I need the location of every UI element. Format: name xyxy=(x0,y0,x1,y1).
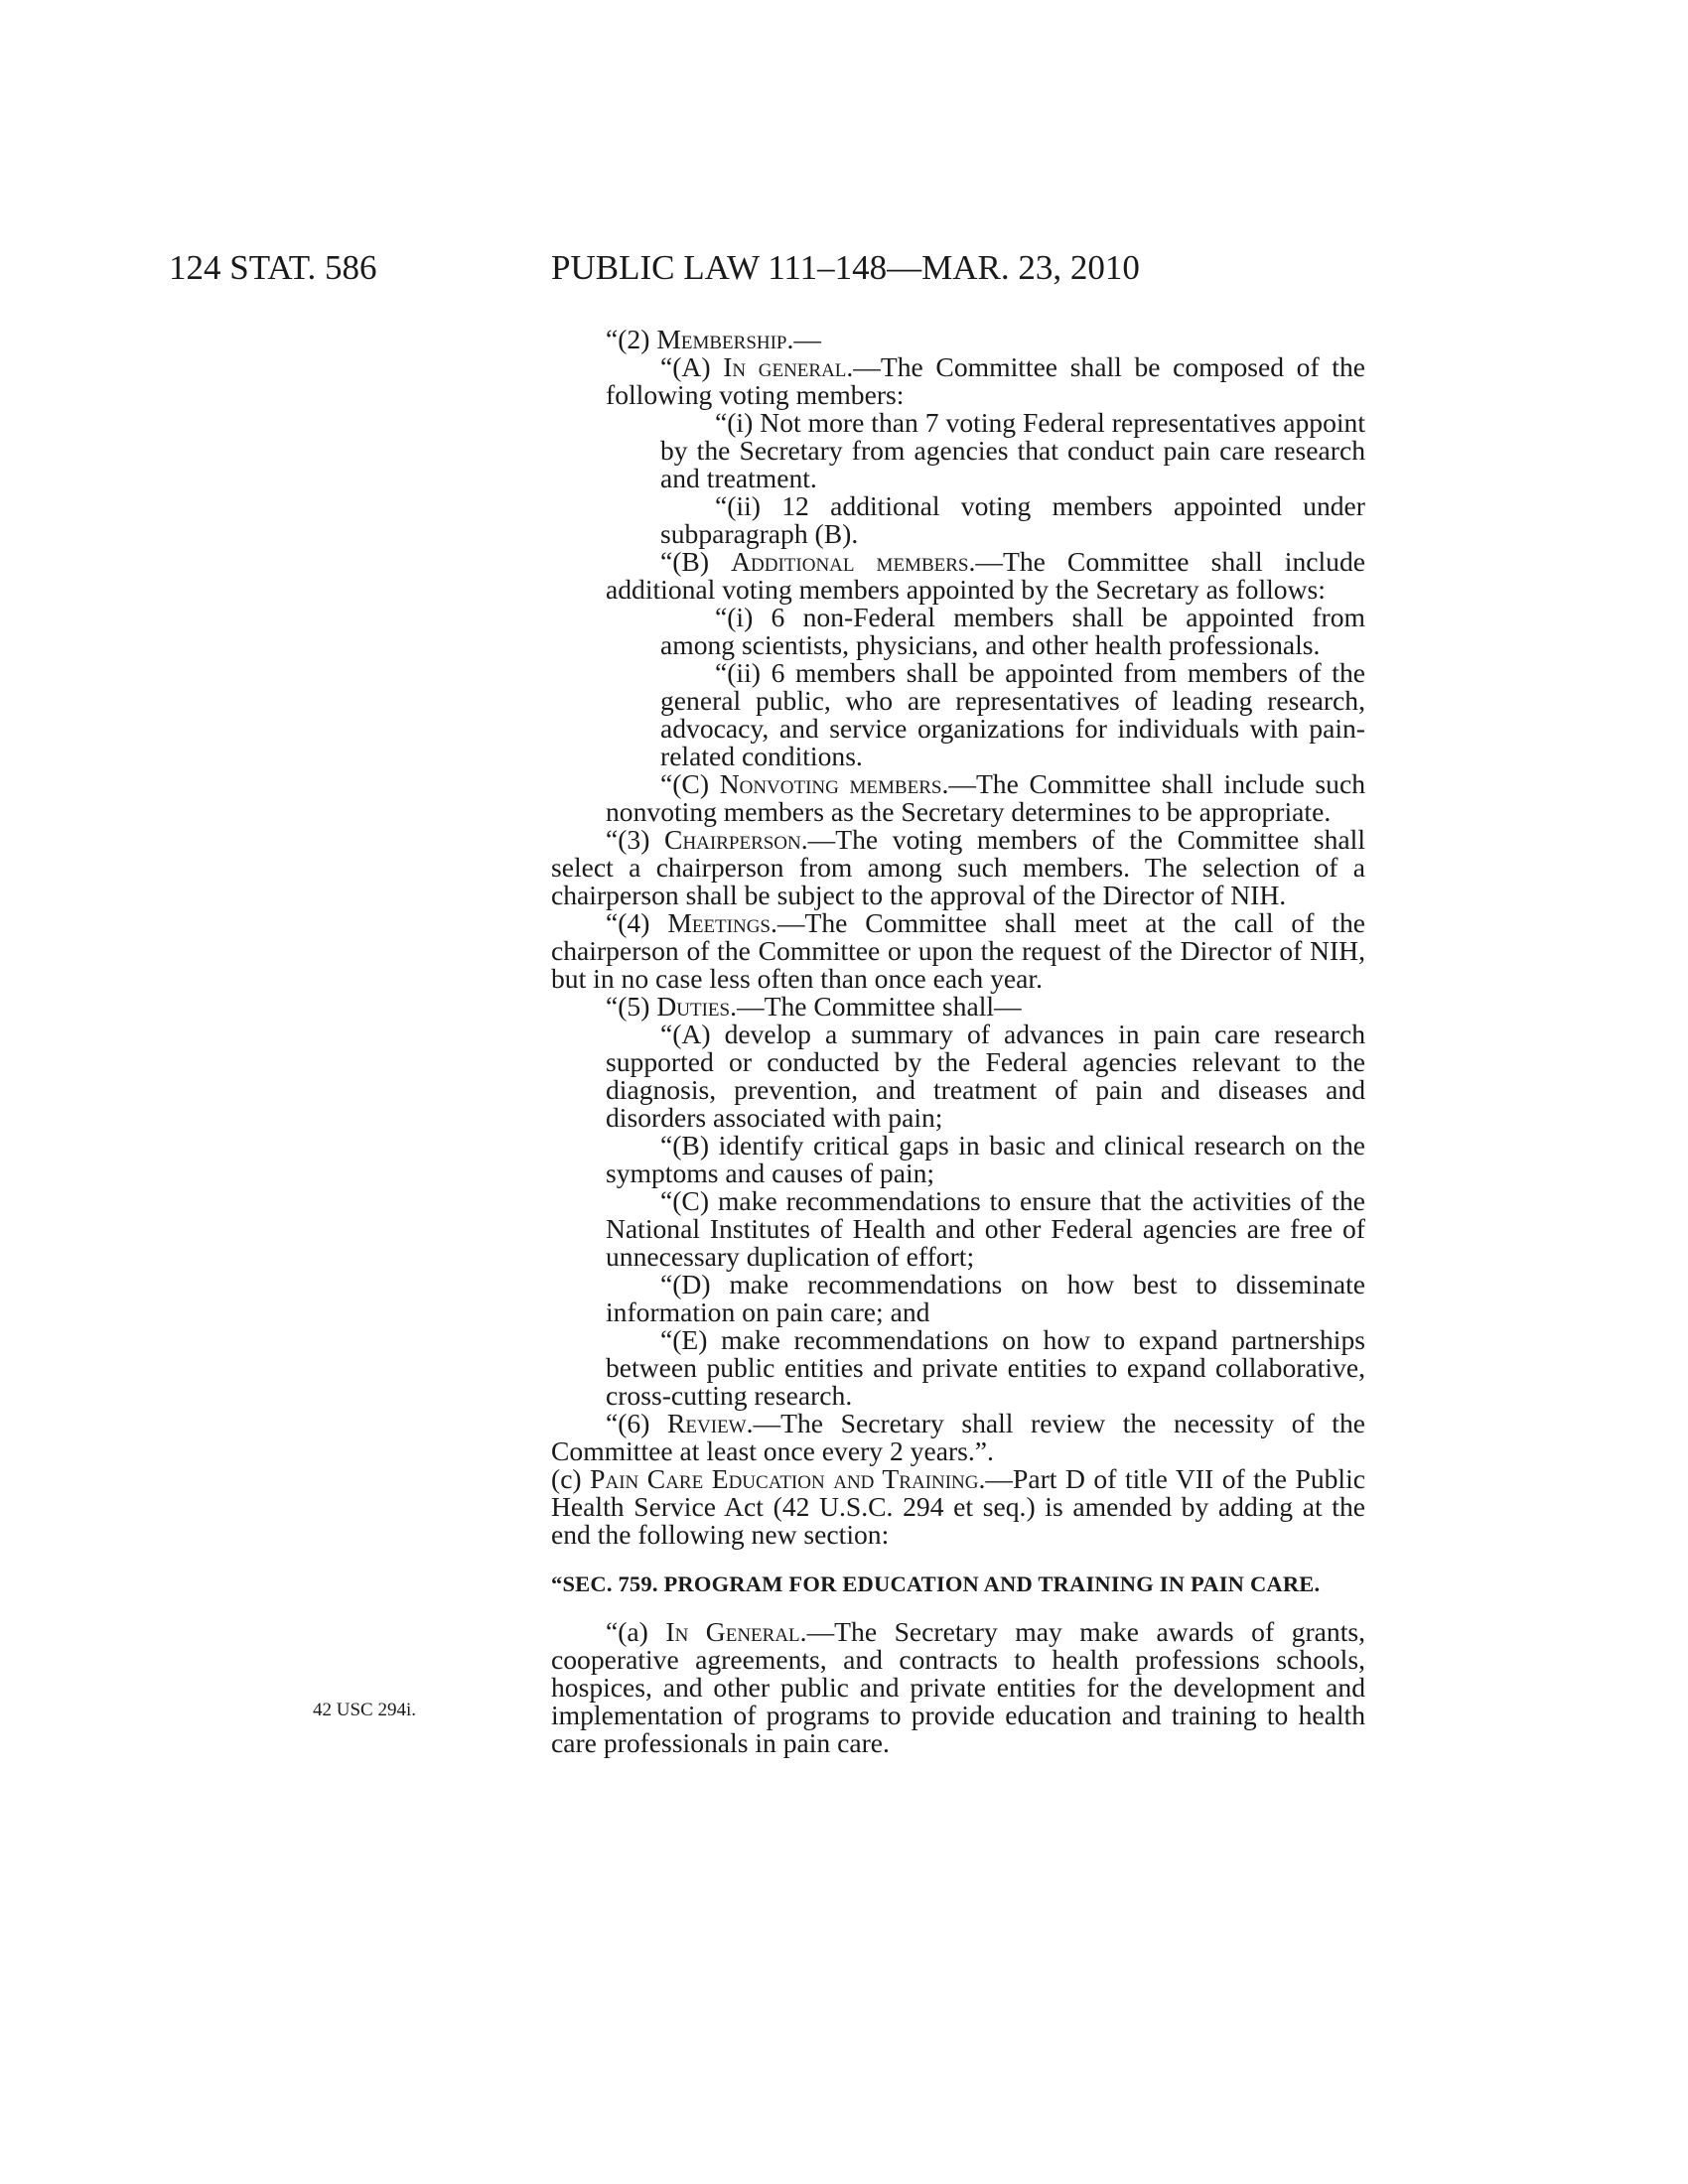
subparagraph-additional-members: “(B) Additional members.—The Committee shall include additional voting members appointed by the Secretary as follows: xyxy=(606,546,1365,605)
margin-citation: 42 USC 294i. xyxy=(313,1700,416,1720)
clause-general-public-members: “(ii) 6 members shall be appointed from members of the general public, who are representatives of leading research, advocacy, and service organizations for individuals with pain-related conditions. xyxy=(660,657,1365,771)
statute-text xyxy=(551,326,1365,1757)
page-stat-number: 124 STAT. 586 xyxy=(169,248,377,287)
public-law-header: PUBLIC LAW 111–148—MAR. 23, 2010 xyxy=(551,248,1140,287)
duty-expand-partnerships: “(E) make recommendations on how to expand partnerships between public entities and private entities to expand collaborative, cross-cutting research. xyxy=(606,1324,1365,1411)
duty-disseminate-information: “(D) make recommendations on how best to disseminate information on pain care; and xyxy=(606,1269,1365,1327)
clause-federal-representatives: “(i) Not more than 7 voting Federal representatives appoint by the Secretary from agencies that conduct pain care research and treatment. xyxy=(660,407,1365,493)
section-759-heading: “SEC. 759. PROGRAM FOR EDUCATION AND TRAINING IN PAIN CARE. xyxy=(551,1571,1321,1596)
paragraph-meetings: “(4) Meetings.—The Committee shall meet at the call of the chairperson of the Committee or upon the request of the Director of NIH, but in no case less often than once each year. xyxy=(551,907,1365,994)
duty-identify-gaps: “(B) identify critical gaps in basic and clinical research on the symptoms and causes of pain; xyxy=(606,1130,1365,1188)
clause-non-federal-members: “(i) 6 non-Federal members shall be appointed from among scientists, physicians, and other health professionals. xyxy=(660,602,1365,660)
paragraph-membership: “(2) Membership.— xyxy=(606,324,821,354)
duty-avoid-duplication: “(C) make recommendations to ensure that the activities of the National Institutes of Health and other Federal agencies are free of unnecessary duplication of effort; xyxy=(606,1185,1365,1272)
paragraph-chairperson: “(3) Chairperson.—The voting members of the Committee shall select a chairperson from among such members. The selection of a chairperson shall be subject to the approval of the Director of NIH. xyxy=(551,824,1365,910)
paragraph-review: “(6) Review.—The Secretary shall review the necessity of the Committee at least once every 2 years.”. xyxy=(551,1408,1365,1466)
subsection-pain-care-education: (c) Pain Care Education and Training.—Part D of title VII of the Public Health Service Act (42 U.S.C. 294 et seq.) is amended by adding at the end the following new section: xyxy=(551,1463,1365,1550)
duty-develop-summary: “(A) develop a summary of advances in pain care research supported or conducted by the Federal agencies relevant to the diagnosis, prevention, and treatment of pain and diseases and disorders associated with pain; xyxy=(606,1019,1365,1133)
subsection-a-in-general: “(a) In General.—The Secretary may make awards of grants, cooperative agreements, and contracts to health professions schools, hospices, and other public and private entities for the development and implementation of programs to provide education and training to health care professionals in pain care. xyxy=(551,1616,1365,1758)
subparagraph-in-general: “(A) In general.—The Committee shall be composed of the following voting members: xyxy=(606,351,1365,410)
subparagraph-nonvoting-members: “(C) Nonvoting members.—The Committee shall include such nonvoting members as the Secretary determines to be appropriate. xyxy=(606,768,1365,827)
clause-additional-voting-members: “(ii) 12 additional voting members appointed under subparagraph (B). xyxy=(660,490,1365,549)
paragraph-duties: “(5) Duties.—The Committee shall— xyxy=(606,991,1022,1022)
